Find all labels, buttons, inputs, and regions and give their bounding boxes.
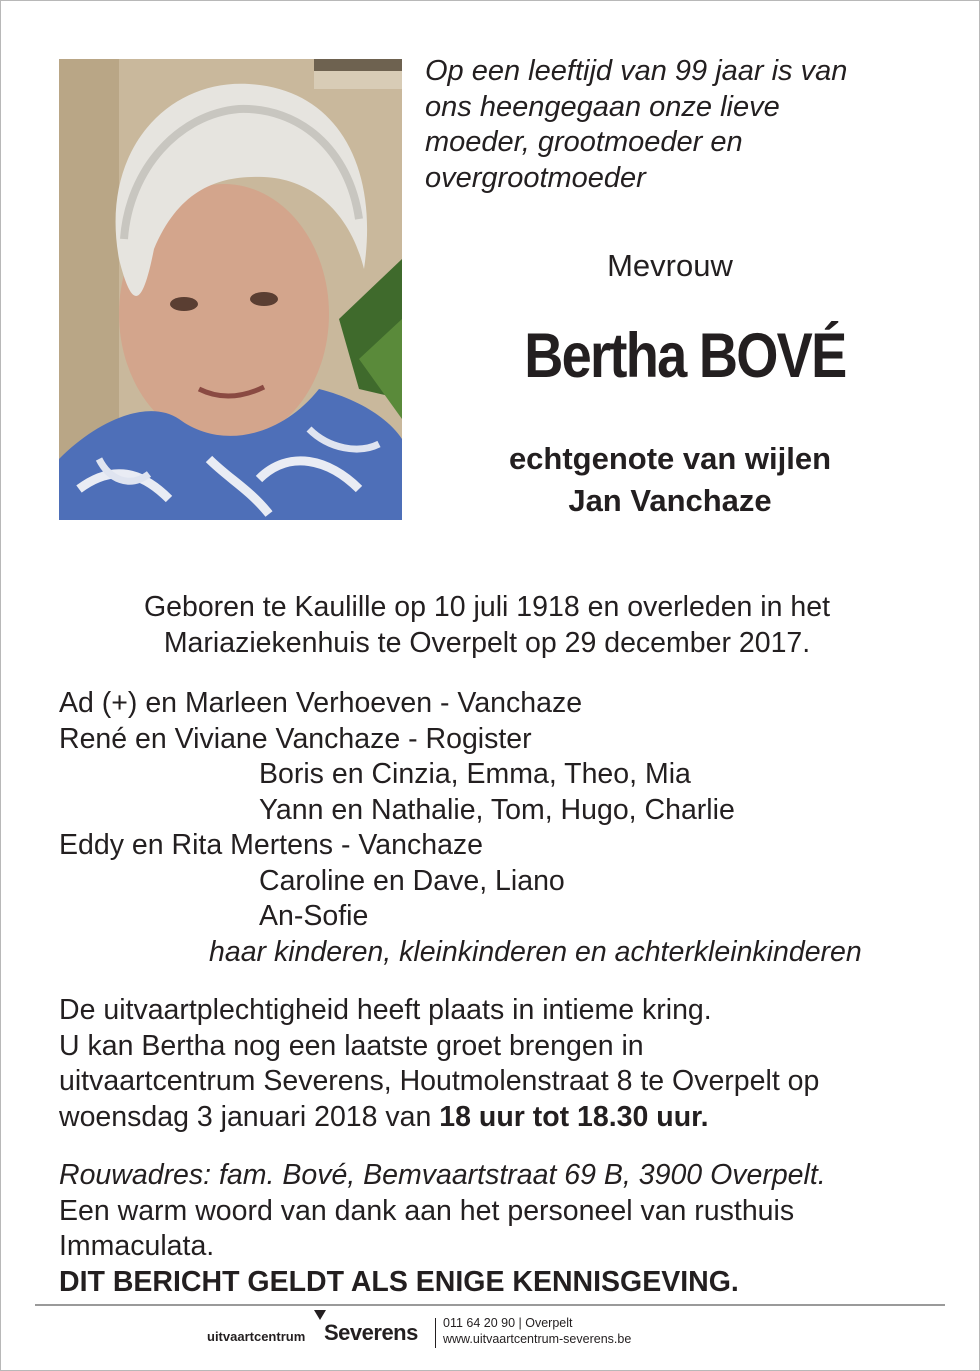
family-line: Yann en Nathalie, Tom, Hugo, Charlie	[259, 793, 735, 826]
portrait-photo-icon	[59, 59, 402, 520]
ceremony-date: woensdag 3 januari 2018 van	[59, 1100, 440, 1133]
family-line: Ad (+) en Marleen Verhoeven - Vanchaze	[59, 687, 583, 719]
family-line: René en Viviane Vanchaze - Rogister	[59, 722, 532, 755]
closing-text	[59, 1158, 959, 1300]
ceremony-line2: U kan Bertha nog een laatste groet brengen in	[59, 1029, 644, 1062]
intro-line: moeder, grootmoeder en	[425, 126, 743, 158]
triangle-logo-icon	[314, 1310, 326, 1320]
family-line: Boris en Cinzia, Emma, Theo, Mia	[259, 758, 691, 790]
deceased-name: Bertha BOVÉ	[524, 321, 846, 391]
family-list	[59, 686, 939, 970]
birth-death-text	[40, 590, 934, 661]
intro-line: ons heengegaan onze lieve	[425, 90, 780, 123]
birth-line1: Geboren te Kaulille op 10 juli 1918 en overleden in het	[143, 591, 831, 623]
family-line: An-Sofie	[259, 900, 369, 932]
mourning-address: Rouwadres: fam. Bové, Bemvaartstraat 69 B, 3900 Overpelt.	[59, 1159, 826, 1191]
spouse-line1: echtgenote van wijlen	[508, 441, 832, 476]
intro-line: Op een leeftijd van 99 jaar is van	[425, 55, 848, 87]
notice-text: DIT BERICHT GELDT ALS ENIGE KENNISGEVING.	[59, 1265, 739, 1298]
footer-divider	[35, 1304, 945, 1306]
family-relation: haar kinderen, kleinkinderen en achterkleinkinderen	[209, 935, 862, 968]
spouse-text	[430, 438, 910, 522]
logo-text-left: uitvaartcentrum	[207, 1329, 306, 1344]
logo-phone: 011 64 20 90 | Overpelt	[443, 1316, 573, 1330]
ceremony-line1: De uitvaartplechtigheid heeft plaats in intieme kring.	[59, 994, 712, 1026]
family-line: Caroline en Dave, Liano	[259, 864, 565, 897]
intro-text	[425, 54, 925, 196]
portrait-photo	[59, 59, 402, 520]
logo-separator	[435, 1318, 436, 1348]
intro-line: overgrootmoeder	[425, 161, 646, 194]
thanks-line2: Immaculata.	[59, 1230, 215, 1262]
family-line: Eddy en Rita Mertens - Vanchaze	[59, 829, 484, 861]
logo-contact	[443, 1315, 631, 1347]
logo-brand: Severens	[324, 1320, 418, 1345]
logo-website[interactable]: www.uitvaartcentrum-severens.be	[443, 1332, 632, 1346]
ceremony-time: 18 uur tot 18.30 uur.	[439, 1100, 709, 1133]
ceremony-text	[59, 993, 959, 1135]
ceremony-line4	[59, 1100, 959, 1136]
thanks-line1: Een warm woord van dank aan het personeel van rusthuis	[59, 1194, 795, 1227]
spouse-line2: Jan Vanchaze	[568, 483, 772, 518]
birth-line2: Mariaziekenhuis te Overpelt op 29 december 2017.	[163, 626, 811, 659]
ceremony-line3: uitvaartcentrum Severens, Houtmolenstraat 8 te Overpelt op	[59, 1065, 820, 1097]
honorific: Mevrouw	[607, 248, 733, 283]
